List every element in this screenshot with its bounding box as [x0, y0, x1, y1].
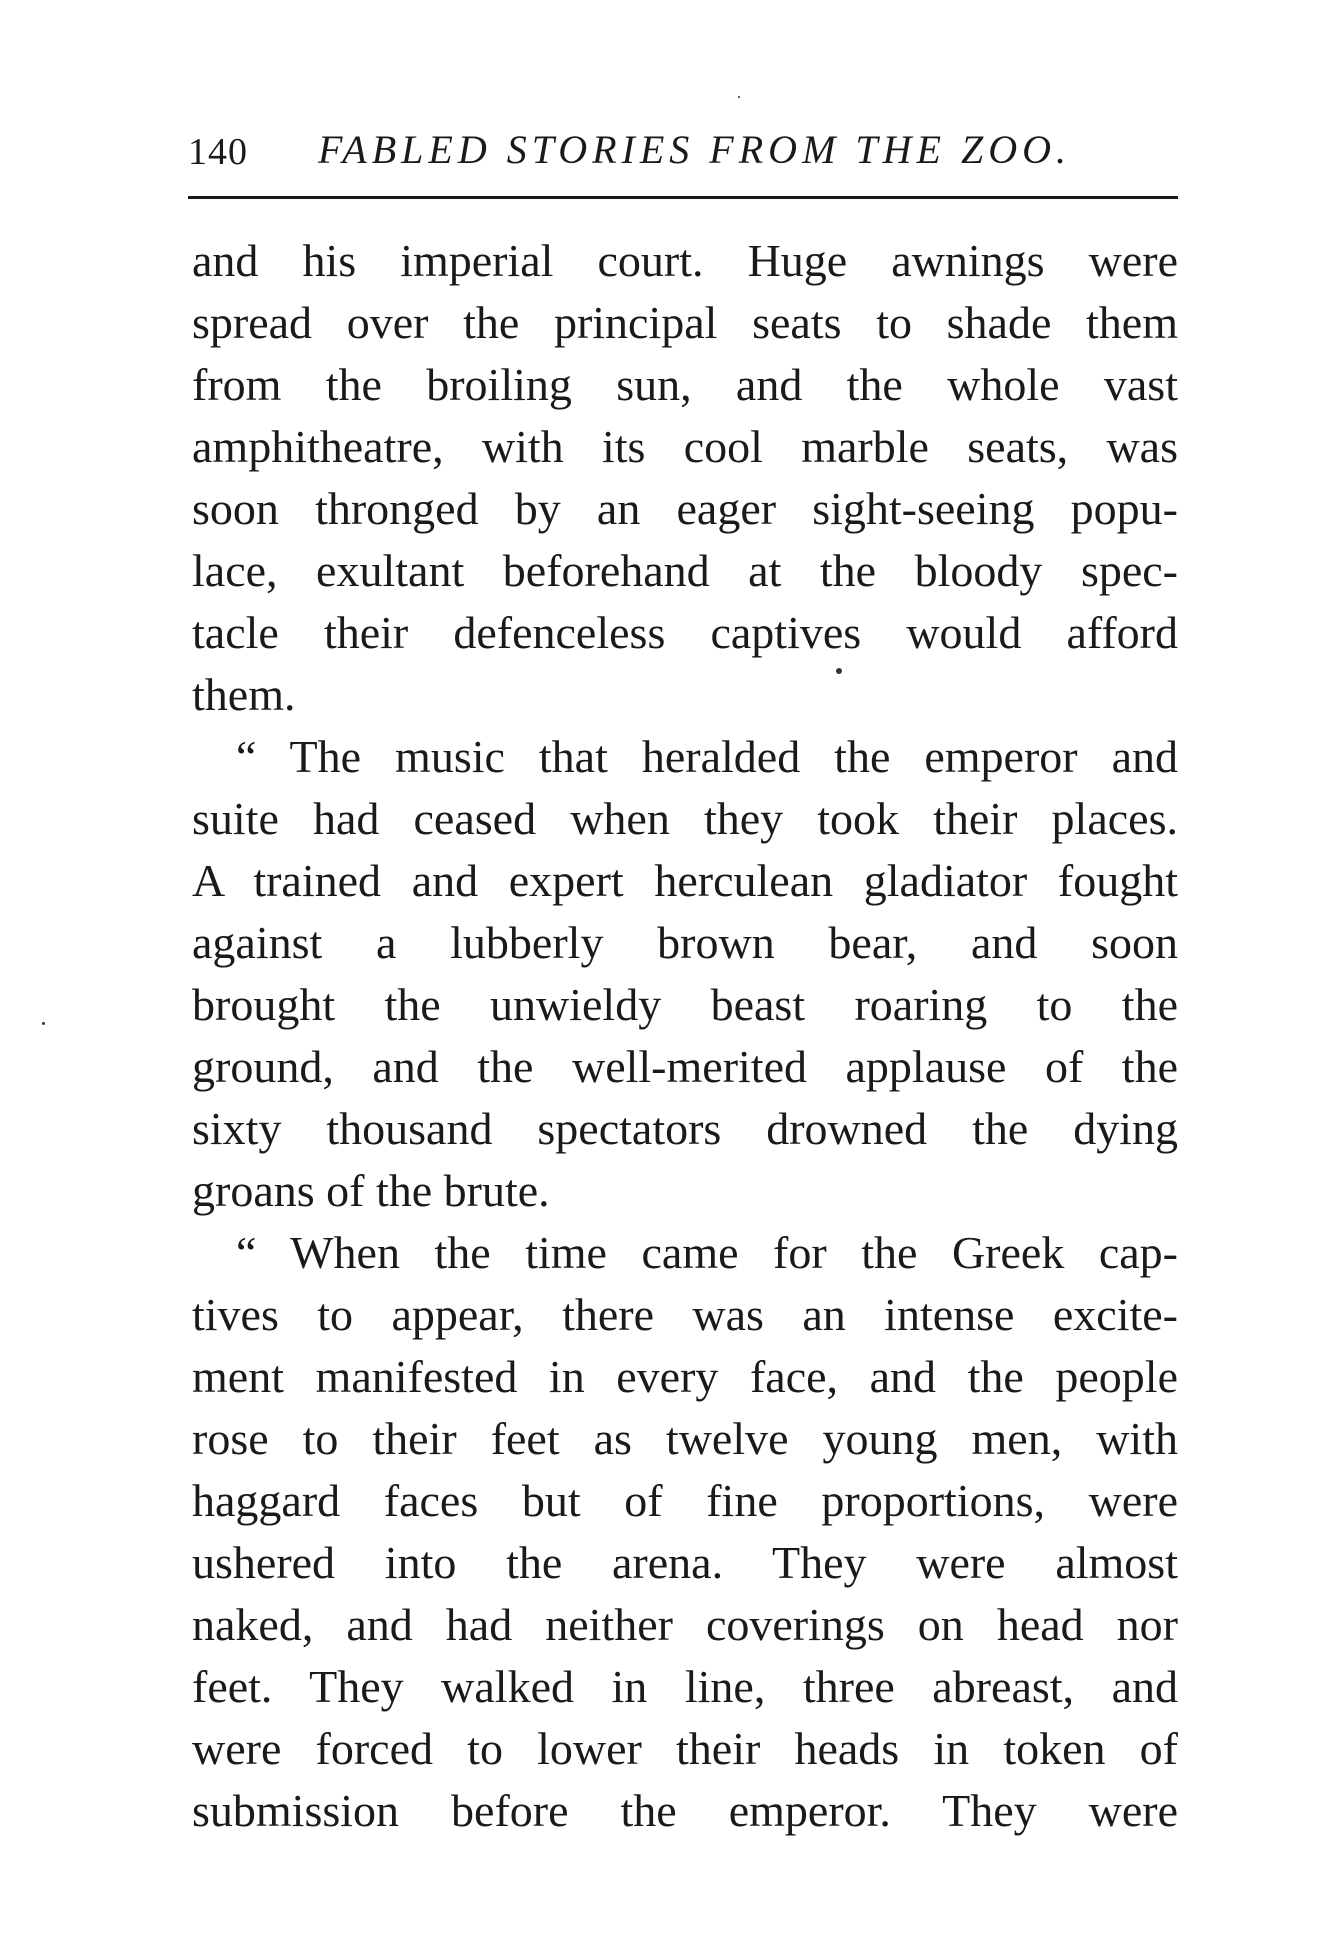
text-line: them.	[192, 669, 296, 720]
print-speck	[836, 668, 842, 674]
text-line: tacle their defenceless captives would afford	[192, 607, 1178, 658]
running-title: FABLED STORIES FROM THE ZOO.	[318, 127, 1071, 172]
text-line: from the broiling sun, and the whole vast	[192, 359, 1178, 410]
text-line: ushered into the arena. They were almost	[192, 1537, 1178, 1588]
text-line: naked, and had neither coverings on head nor	[192, 1599, 1178, 1650]
text-line: sixty thousand spectators drowned the dying	[192, 1103, 1178, 1154]
text-line: “ When the time came for the Greek cap-	[236, 1227, 1178, 1278]
text-line: ground, and the well-merited applause of the	[192, 1041, 1178, 1092]
header-rule	[188, 196, 1178, 199]
running-head	[188, 126, 1178, 186]
text-line: A trained and expert herculean gladiator fought	[192, 855, 1178, 906]
body-text	[192, 230, 1178, 1842]
text-line: “ The music that heralded the emperor and	[236, 731, 1178, 782]
print-speck	[738, 96, 740, 98]
text-line: were forced to lower their heads in token of	[192, 1723, 1178, 1774]
text-line: spread over the principal seats to shade them	[192, 297, 1178, 348]
page-number: 140	[188, 131, 248, 173]
text-line: lace, exultant beforehand at the bloody spec-	[192, 545, 1178, 596]
text-line: brought the unwieldy beast roaring to the	[192, 979, 1178, 1030]
text-line: and his imperial court. Huge awnings were	[192, 235, 1178, 286]
text-line: haggard faces but of fine proportions, were	[192, 1475, 1178, 1526]
text-line: suite had ceased when they took their places.	[192, 793, 1178, 844]
text-line: ment manifested in every face, and the people	[192, 1351, 1178, 1402]
text-line: groans of the brute.	[192, 1165, 550, 1216]
text-line: tives to appear, there was an intense excite-	[192, 1289, 1178, 1340]
text-line: feet. They walked in line, three abreast, and	[192, 1661, 1178, 1712]
text-line: soon thronged by an eager sight-seeing popu-	[192, 483, 1178, 534]
text-line: rose to their feet as twelve young men, with	[192, 1413, 1178, 1464]
text-line: against a lubberly brown bear, and soon	[192, 917, 1178, 968]
text-line: submission before the emperor. They were	[192, 1785, 1178, 1836]
print-speck	[42, 1022, 45, 1025]
text-line: amphitheatre, with its cool marble seats, was	[192, 421, 1178, 472]
